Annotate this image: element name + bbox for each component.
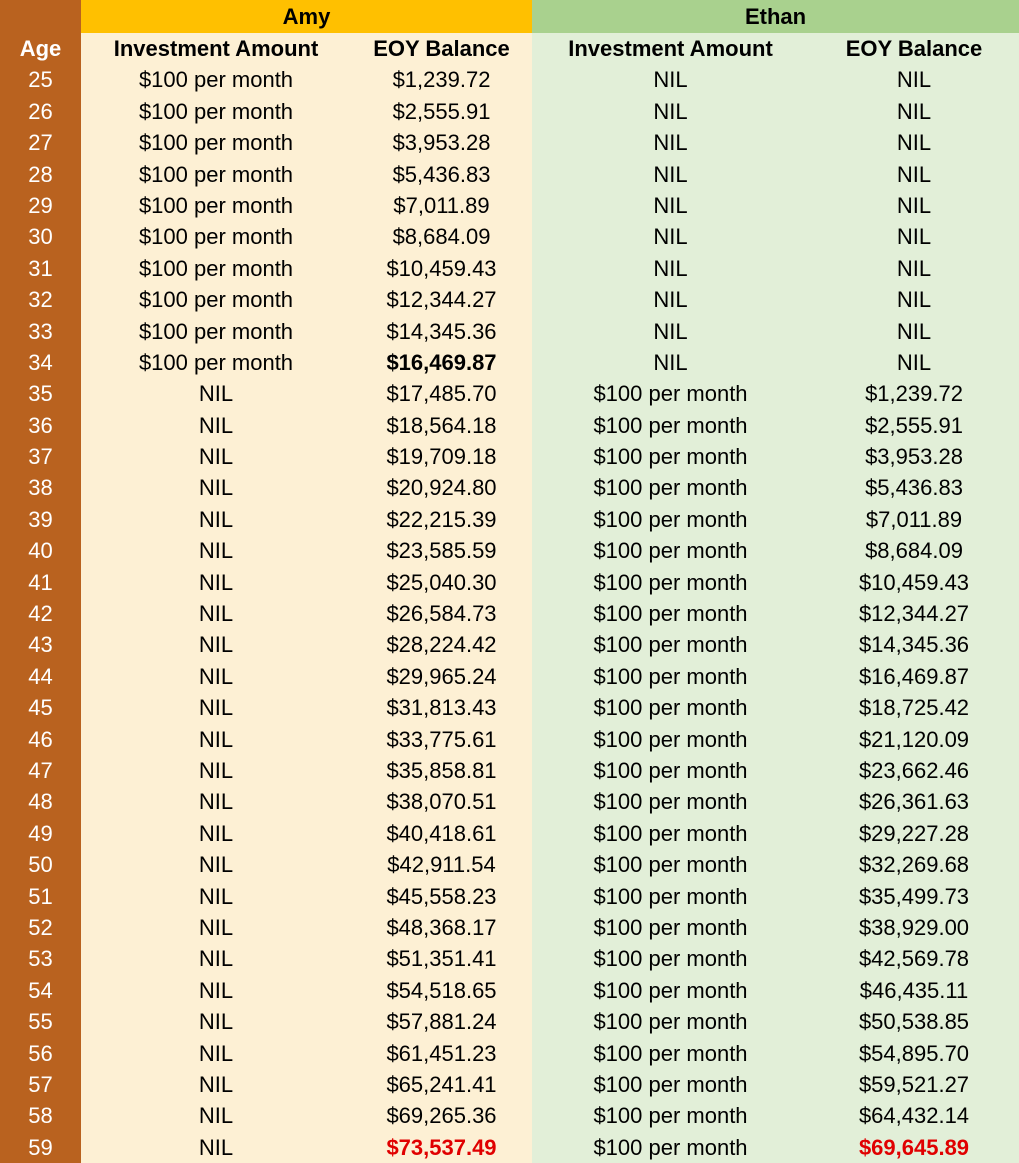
ethan-investment-cell: NIL: [532, 190, 809, 221]
ethan-balance-cell: $21,120.09: [809, 724, 1019, 755]
ethan-balance-cell: $54,895.70: [809, 1038, 1019, 1069]
table-row: [0, 786, 1019, 817]
ethan-balance-cell: $26,361.63: [809, 786, 1019, 817]
amy-balance-cell: $12,344.27: [351, 284, 532, 315]
amy-investment-header: Investment Amount: [81, 33, 351, 64]
person-header-row: [0, 0, 1019, 33]
amy-balance-cell: $1,239.72: [351, 64, 532, 95]
amy-investment-cell: $100 per month: [81, 127, 351, 158]
ethan-investment-cell: $100 per month: [532, 943, 809, 974]
table-row: [0, 441, 1019, 472]
age-cell: 38: [0, 472, 81, 503]
ethan-investment-cell: NIL: [532, 64, 809, 95]
amy-investment-cell: $100 per month: [81, 96, 351, 127]
amy-investment-cell: NIL: [81, 441, 351, 472]
age-cell: 27: [0, 127, 81, 158]
age-cell: 51: [0, 881, 81, 912]
ethan-investment-cell: $100 per month: [532, 567, 809, 598]
table-row: [0, 96, 1019, 127]
amy-investment-cell: $100 per month: [81, 159, 351, 190]
table-row: [0, 724, 1019, 755]
ethan-balance-cell: $16,469.87: [809, 661, 1019, 692]
ethan-balance-cell: $32,269.68: [809, 849, 1019, 880]
amy-balance-cell: $40,418.61: [351, 818, 532, 849]
age-cell: 26: [0, 96, 81, 127]
age-cell: 44: [0, 661, 81, 692]
amy-balance-cell: $22,215.39: [351, 504, 532, 535]
ethan-balance-cell: NIL: [809, 347, 1019, 378]
amy-balance-cell: $69,265.36: [351, 1100, 532, 1131]
ethan-investment-cell: $100 per month: [532, 378, 809, 409]
ethan-balance-cell: $2,555.91: [809, 410, 1019, 441]
amy-balance-cell: $65,241.41: [351, 1069, 532, 1100]
amy-balance-cell: $54,518.65: [351, 975, 532, 1006]
ethan-balance-cell: NIL: [809, 190, 1019, 221]
ethan-investment-cell: $100 per month: [532, 692, 809, 723]
amy-balance-cell: $42,911.54: [351, 849, 532, 880]
ethan-balance-cell: $42,569.78: [809, 943, 1019, 974]
ethan-balance-cell: NIL: [809, 127, 1019, 158]
age-header: Age: [0, 33, 81, 64]
ethan-investment-cell: $100 per month: [532, 818, 809, 849]
ethan-balance-cell: $12,344.27: [809, 598, 1019, 629]
ethan-investment-cell: $100 per month: [532, 441, 809, 472]
table-row: [0, 692, 1019, 723]
age-cell: 54: [0, 975, 81, 1006]
table-row: [0, 190, 1019, 221]
age-cell: 41: [0, 567, 81, 598]
amy-investment-cell: $100 per month: [81, 221, 351, 252]
ethan-investment-cell: NIL: [532, 159, 809, 190]
ethan-investment-cell: $100 per month: [532, 410, 809, 441]
table-row: [0, 975, 1019, 1006]
amy-investment-cell: NIL: [81, 1069, 351, 1100]
table-row: [0, 818, 1019, 849]
amy-investment-cell: $100 per month: [81, 347, 351, 378]
age-cell: 31: [0, 253, 81, 284]
age-cell: 59: [0, 1132, 81, 1163]
ethan-balance-cell: NIL: [809, 284, 1019, 315]
amy-balance-cell: $10,459.43: [351, 253, 532, 284]
ethan-investment-cell: NIL: [532, 347, 809, 378]
age-cell: 58: [0, 1100, 81, 1131]
ethan-investment-cell: NIL: [532, 253, 809, 284]
column-header-row: [0, 33, 1019, 64]
amy-balance-cell: $57,881.24: [351, 1006, 532, 1037]
ethan-balance-cell: $38,929.00: [809, 912, 1019, 943]
table-row: [0, 316, 1019, 347]
amy-investment-cell: NIL: [81, 1132, 351, 1163]
amy-balance-cell: $45,558.23: [351, 881, 532, 912]
table-row: [0, 943, 1019, 974]
ethan-balance-cell: $35,499.73: [809, 881, 1019, 912]
amy-investment-cell: NIL: [81, 410, 351, 441]
table-row: [0, 284, 1019, 315]
amy-investment-cell: NIL: [81, 975, 351, 1006]
ethan-balance-header: EOY Balance: [809, 33, 1019, 64]
corner-cell: [0, 0, 81, 33]
table-row: [0, 410, 1019, 441]
ethan-investment-cell: $100 per month: [532, 504, 809, 535]
table-row: [0, 598, 1019, 629]
amy-investment-cell: NIL: [81, 881, 351, 912]
ethan-name-header: Ethan: [532, 0, 1019, 33]
ethan-balance-cell: NIL: [809, 96, 1019, 127]
ethan-investment-cell: NIL: [532, 316, 809, 347]
amy-investment-cell: NIL: [81, 661, 351, 692]
amy-balance-cell: $38,070.51: [351, 786, 532, 817]
ethan-investment-cell: $100 per month: [532, 472, 809, 503]
amy-balance-cell: $16,469.87: [351, 347, 532, 378]
amy-investment-cell: $100 per month: [81, 253, 351, 284]
age-cell: 56: [0, 1038, 81, 1069]
ethan-balance-cell: $1,239.72: [809, 378, 1019, 409]
table-row: [0, 912, 1019, 943]
amy-balance-cell: $8,684.09: [351, 221, 532, 252]
amy-balance-cell: $29,965.24: [351, 661, 532, 692]
amy-investment-cell: NIL: [81, 818, 351, 849]
age-cell: 55: [0, 1006, 81, 1037]
amy-investment-cell: NIL: [81, 1100, 351, 1131]
amy-balance-cell: $31,813.43: [351, 692, 532, 723]
age-cell: 29: [0, 190, 81, 221]
ethan-balance-cell: $10,459.43: [809, 567, 1019, 598]
amy-balance-cell: $20,924.80: [351, 472, 532, 503]
age-cell: 43: [0, 629, 81, 660]
ethan-balance-cell: $5,436.83: [809, 472, 1019, 503]
ethan-investment-cell: NIL: [532, 96, 809, 127]
amy-investment-cell: NIL: [81, 755, 351, 786]
age-cell: 37: [0, 441, 81, 472]
ethan-balance-cell: NIL: [809, 316, 1019, 347]
amy-balance-cell: $14,345.36: [351, 316, 532, 347]
amy-balance-cell: $73,537.49: [351, 1132, 532, 1163]
amy-balance-cell: $28,224.42: [351, 629, 532, 660]
ethan-investment-cell: $100 per month: [532, 629, 809, 660]
table-row: [0, 567, 1019, 598]
age-cell: 45: [0, 692, 81, 723]
table-row: [0, 127, 1019, 158]
amy-investment-cell: NIL: [81, 598, 351, 629]
amy-balance-cell: $5,436.83: [351, 159, 532, 190]
table-row: [0, 1132, 1019, 1163]
age-cell: 50: [0, 849, 81, 880]
amy-investment-cell: NIL: [81, 724, 351, 755]
table-row: [0, 472, 1019, 503]
ethan-investment-cell: $100 per month: [532, 598, 809, 629]
ethan-investment-header: Investment Amount: [532, 33, 809, 64]
amy-balance-cell: $18,564.18: [351, 410, 532, 441]
amy-balance-cell: $26,584.73: [351, 598, 532, 629]
ethan-balance-cell: NIL: [809, 159, 1019, 190]
amy-name-header: Amy: [81, 0, 532, 33]
table-row: [0, 221, 1019, 252]
ethan-investment-cell: NIL: [532, 284, 809, 315]
ethan-investment-cell: NIL: [532, 221, 809, 252]
table-body: [0, 64, 1019, 1163]
ethan-investment-cell: $100 per month: [532, 975, 809, 1006]
ethan-balance-cell: $7,011.89: [809, 504, 1019, 535]
ethan-balance-cell: $46,435.11: [809, 975, 1019, 1006]
amy-balance-header: EOY Balance: [351, 33, 532, 64]
amy-investment-cell: NIL: [81, 692, 351, 723]
amy-investment-cell: NIL: [81, 1006, 351, 1037]
age-cell: 46: [0, 724, 81, 755]
table-row: [0, 1038, 1019, 1069]
amy-balance-cell: $51,351.41: [351, 943, 532, 974]
ethan-investment-cell: $100 per month: [532, 1069, 809, 1100]
table-row: [0, 629, 1019, 660]
amy-investment-cell: NIL: [81, 1038, 351, 1069]
amy-balance-cell: $17,485.70: [351, 378, 532, 409]
table-row: [0, 661, 1019, 692]
age-cell: 25: [0, 64, 81, 95]
table-row: [0, 159, 1019, 190]
age-cell: 40: [0, 535, 81, 566]
age-cell: 49: [0, 818, 81, 849]
amy-balance-cell: $25,040.30: [351, 567, 532, 598]
age-cell: 33: [0, 316, 81, 347]
ethan-balance-cell: $14,345.36: [809, 629, 1019, 660]
table-row: [0, 1006, 1019, 1037]
amy-balance-cell: $33,775.61: [351, 724, 532, 755]
age-cell: 47: [0, 755, 81, 786]
ethan-investment-cell: $100 per month: [532, 1132, 809, 1163]
amy-investment-cell: NIL: [81, 912, 351, 943]
age-cell: 48: [0, 786, 81, 817]
ethan-balance-cell: NIL: [809, 64, 1019, 95]
amy-balance-cell: $3,953.28: [351, 127, 532, 158]
ethan-investment-cell: $100 per month: [532, 1038, 809, 1069]
ethan-balance-cell: $64,432.14: [809, 1100, 1019, 1131]
amy-investment-cell: NIL: [81, 849, 351, 880]
amy-balance-cell: $48,368.17: [351, 912, 532, 943]
amy-balance-cell: $35,858.81: [351, 755, 532, 786]
table-row: [0, 1069, 1019, 1100]
ethan-investment-cell: $100 per month: [532, 724, 809, 755]
age-cell: 57: [0, 1069, 81, 1100]
amy-investment-cell: NIL: [81, 472, 351, 503]
table-row: [0, 378, 1019, 409]
amy-investment-cell: $100 per month: [81, 284, 351, 315]
age-cell: 42: [0, 598, 81, 629]
table-row: [0, 849, 1019, 880]
amy-investment-cell: NIL: [81, 786, 351, 817]
ethan-investment-cell: $100 per month: [532, 786, 809, 817]
ethan-investment-cell: $100 per month: [532, 912, 809, 943]
table-row: [0, 755, 1019, 786]
table-row: [0, 253, 1019, 284]
ethan-investment-cell: $100 per month: [532, 535, 809, 566]
ethan-balance-cell: $18,725.42: [809, 692, 1019, 723]
age-cell: 53: [0, 943, 81, 974]
amy-investment-cell: $100 per month: [81, 64, 351, 95]
table-row: [0, 535, 1019, 566]
ethan-balance-cell: $69,645.89: [809, 1132, 1019, 1163]
table-row: [0, 1100, 1019, 1131]
amy-balance-cell: $23,585.59: [351, 535, 532, 566]
amy-investment-cell: $100 per month: [81, 190, 351, 221]
ethan-balance-cell: $29,227.28: [809, 818, 1019, 849]
ethan-investment-cell: $100 per month: [532, 1100, 809, 1131]
ethan-investment-cell: $100 per month: [532, 755, 809, 786]
amy-investment-cell: NIL: [81, 535, 351, 566]
amy-balance-cell: $19,709.18: [351, 441, 532, 472]
age-cell: 32: [0, 284, 81, 315]
ethan-investment-cell: $100 per month: [532, 881, 809, 912]
age-cell: 36: [0, 410, 81, 441]
ethan-balance-cell: $50,538.85: [809, 1006, 1019, 1037]
table-row: [0, 504, 1019, 535]
ethan-investment-cell: $100 per month: [532, 849, 809, 880]
table-row: [0, 881, 1019, 912]
amy-balance-cell: $7,011.89: [351, 190, 532, 221]
amy-investment-cell: NIL: [81, 378, 351, 409]
ethan-balance-cell: NIL: [809, 253, 1019, 284]
ethan-investment-cell: $100 per month: [532, 1006, 809, 1037]
ethan-balance-cell: NIL: [809, 221, 1019, 252]
age-cell: 34: [0, 347, 81, 378]
age-cell: 35: [0, 378, 81, 409]
table-row: [0, 347, 1019, 378]
ethan-investment-cell: $100 per month: [532, 661, 809, 692]
age-cell: 28: [0, 159, 81, 190]
ethan-balance-cell: $23,662.46: [809, 755, 1019, 786]
amy-investment-cell: NIL: [81, 943, 351, 974]
amy-investment-cell: $100 per month: [81, 316, 351, 347]
amy-balance-cell: $61,451.23: [351, 1038, 532, 1069]
amy-balance-cell: $2,555.91: [351, 96, 532, 127]
amy-investment-cell: NIL: [81, 567, 351, 598]
table-row: [0, 64, 1019, 95]
ethan-investment-cell: NIL: [532, 127, 809, 158]
amy-investment-cell: NIL: [81, 504, 351, 535]
ethan-balance-cell: $3,953.28: [809, 441, 1019, 472]
age-cell: 52: [0, 912, 81, 943]
amy-investment-cell: NIL: [81, 629, 351, 660]
ethan-balance-cell: $59,521.27: [809, 1069, 1019, 1100]
age-cell: 39: [0, 504, 81, 535]
age-cell: 30: [0, 221, 81, 252]
ethan-balance-cell: $8,684.09: [809, 535, 1019, 566]
